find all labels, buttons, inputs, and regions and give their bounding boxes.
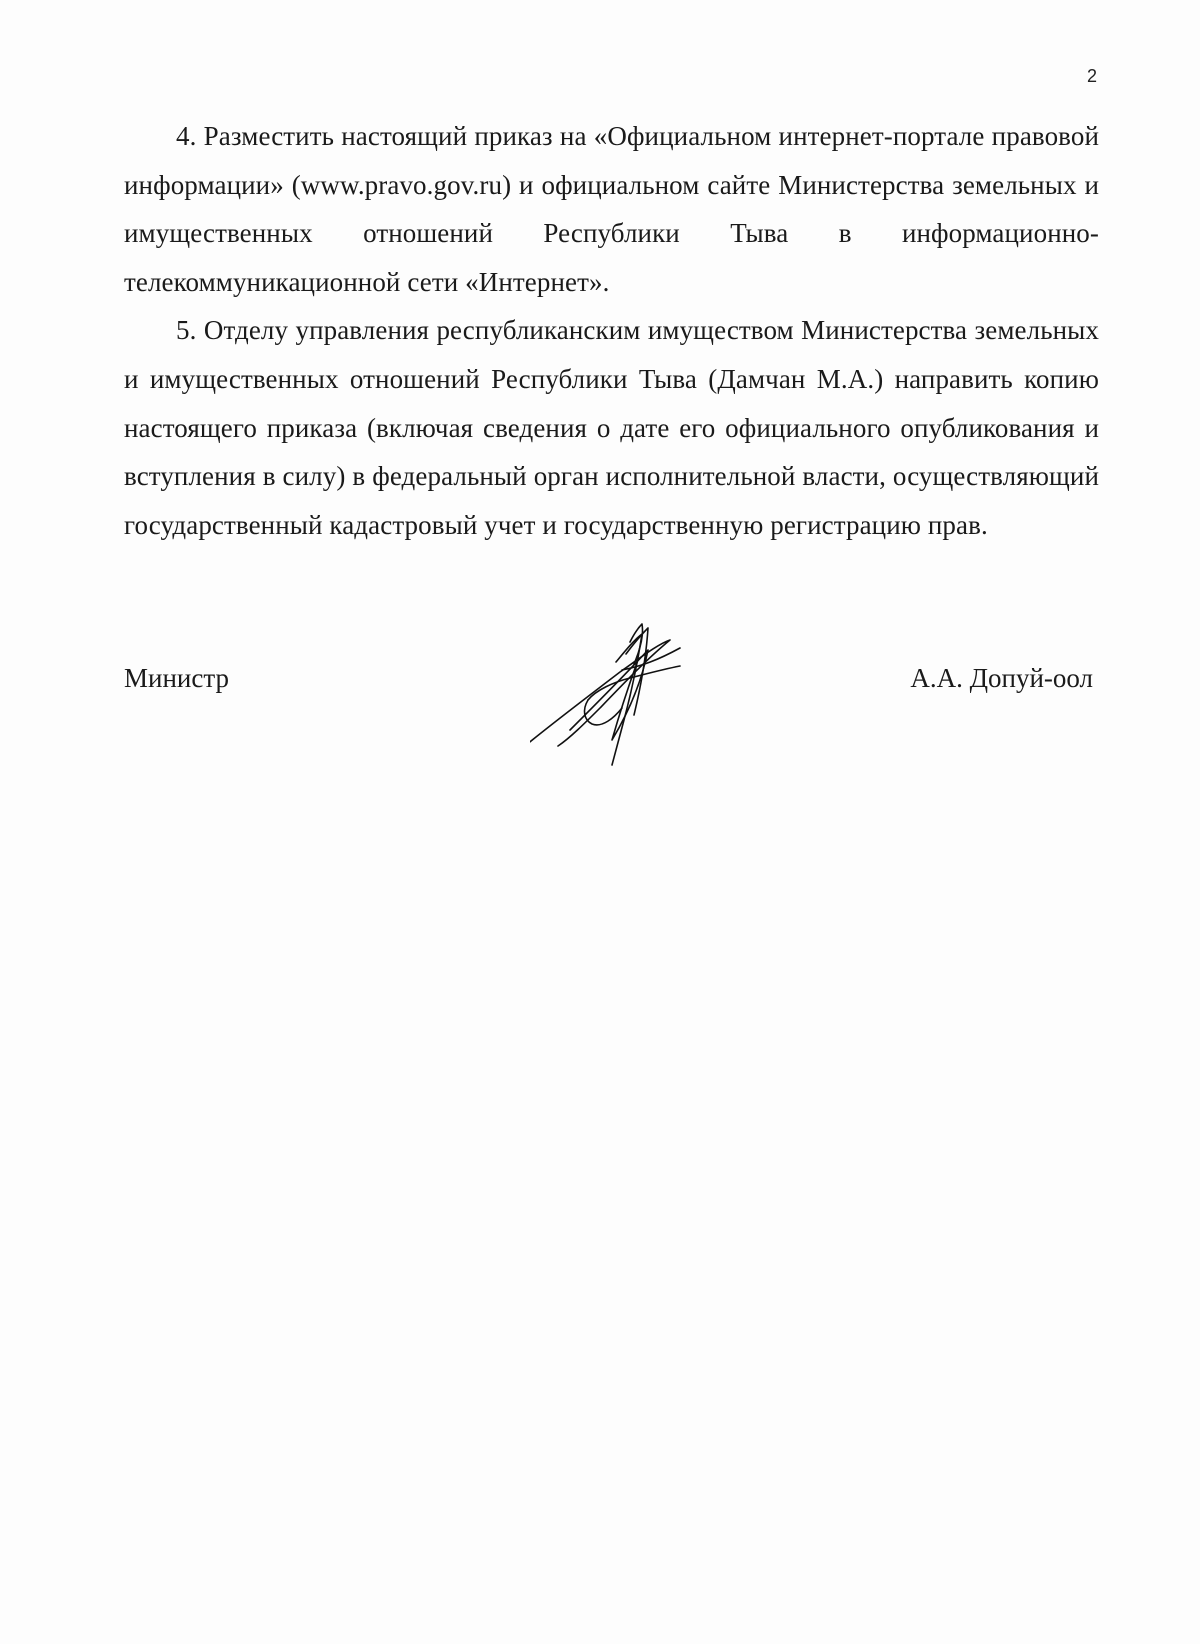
- paragraph-5: 5. Отделу управления республиканским имуществом Министерства земельных и имущественных отношений Республики Тыва (Дамчан М.А.) направить копию настоящего приказа (включая сведения о дате его официального опубликования и вступления в силу) в федеральный орган исполнительной власти, осуществляющий государственный кадастровый учет и государственную регистрацию прав.: [124, 315, 1099, 540]
- paragraph-4: 4. Разместить настоящий приказ на «Официальном интернет-портале правовой информации» (www.pravo.gov.ru) и официальном сайте Министерства земельных и имущественных отношений Республики Тыва в информационно-телекоммуникационной сети «Интернет».: [124, 121, 1099, 297]
- handwritten-signature: [530, 620, 700, 770]
- document-body: [124, 112, 1099, 549]
- signer-name: А.А. Допуй-оол: [910, 663, 1093, 693]
- signer-position: Министр: [124, 663, 229, 693]
- page-number: 2: [1086, 66, 1097, 86]
